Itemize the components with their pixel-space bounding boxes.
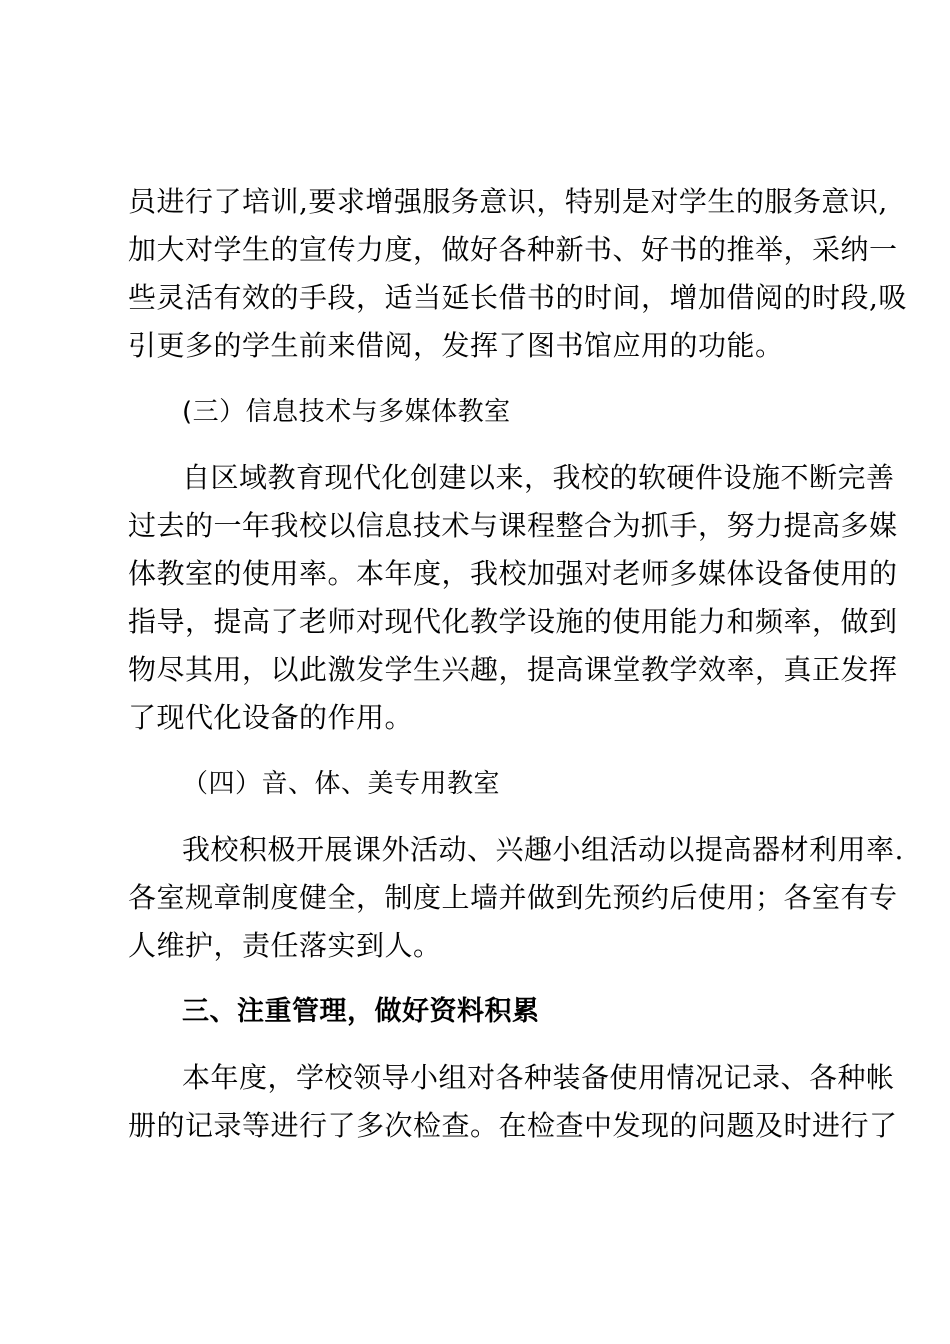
text-line: 物尽其用，以此激发学生兴趣，提高课堂教学效率，真正发挥	[128, 653, 898, 686]
paragraph-records	[128, 1054, 898, 1150]
section-title-management: 三、注重管理，做好资料积累	[182, 996, 540, 1027]
text-line: 人维护，责任落实到人。	[128, 929, 442, 962]
text-line: 引更多的学生前来借阅，发挥了图书馆应用的功能。	[128, 329, 784, 362]
text-line: 各室规章制度健全，制度上墙并做到先预约后使用；各室有专	[128, 881, 898, 914]
text-line: 了现代化设备的作用。	[128, 701, 414, 734]
text-line: 本年度，学校领导小组对各种装备使用情况记录、各种帐	[182, 1061, 895, 1094]
text-line: 自区域教育现代化创建以来，我校的软硬件设施不断完善	[182, 461, 895, 494]
document-page	[128, 178, 907, 1150]
paragraph-library-service	[128, 178, 907, 370]
text-line: 我校积极开展课外活动、兴趣小组活动以提高器材利用率.	[182, 833, 904, 866]
text-line: 体教室的使用率。本年度，我校加强对老师多媒体设备使用的	[128, 557, 898, 590]
text-line: 加大对学生的宣传力度，做好各种新书、好书的推举，采纳一	[128, 233, 898, 266]
text-line: 员进行了培训,要求增强服务意识，特别是对学生的服务意识,	[128, 185, 888, 218]
paragraph-arts	[128, 826, 904, 970]
text-line: 过去的一年我校以信息技术与课程整合为抓手，努力提高多媒	[128, 509, 898, 542]
text-line: 些灵活有效的手段，适当延长借书的时间，增加借阅的时段,吸	[128, 281, 907, 314]
text-line: 指导，提高了老师对现代化教学设施的使用能力和频率，做到	[128, 605, 898, 638]
heading-info-tech-classroom: (三）信息技术与多媒体教室	[182, 397, 511, 427]
paragraph-multimedia	[128, 454, 898, 742]
text-line: 册的记录等进行了多次检查。在检查中发现的问题及时进行了	[128, 1109, 898, 1142]
heading-arts-classroom: （四）音、体、美专用教室	[182, 769, 501, 799]
